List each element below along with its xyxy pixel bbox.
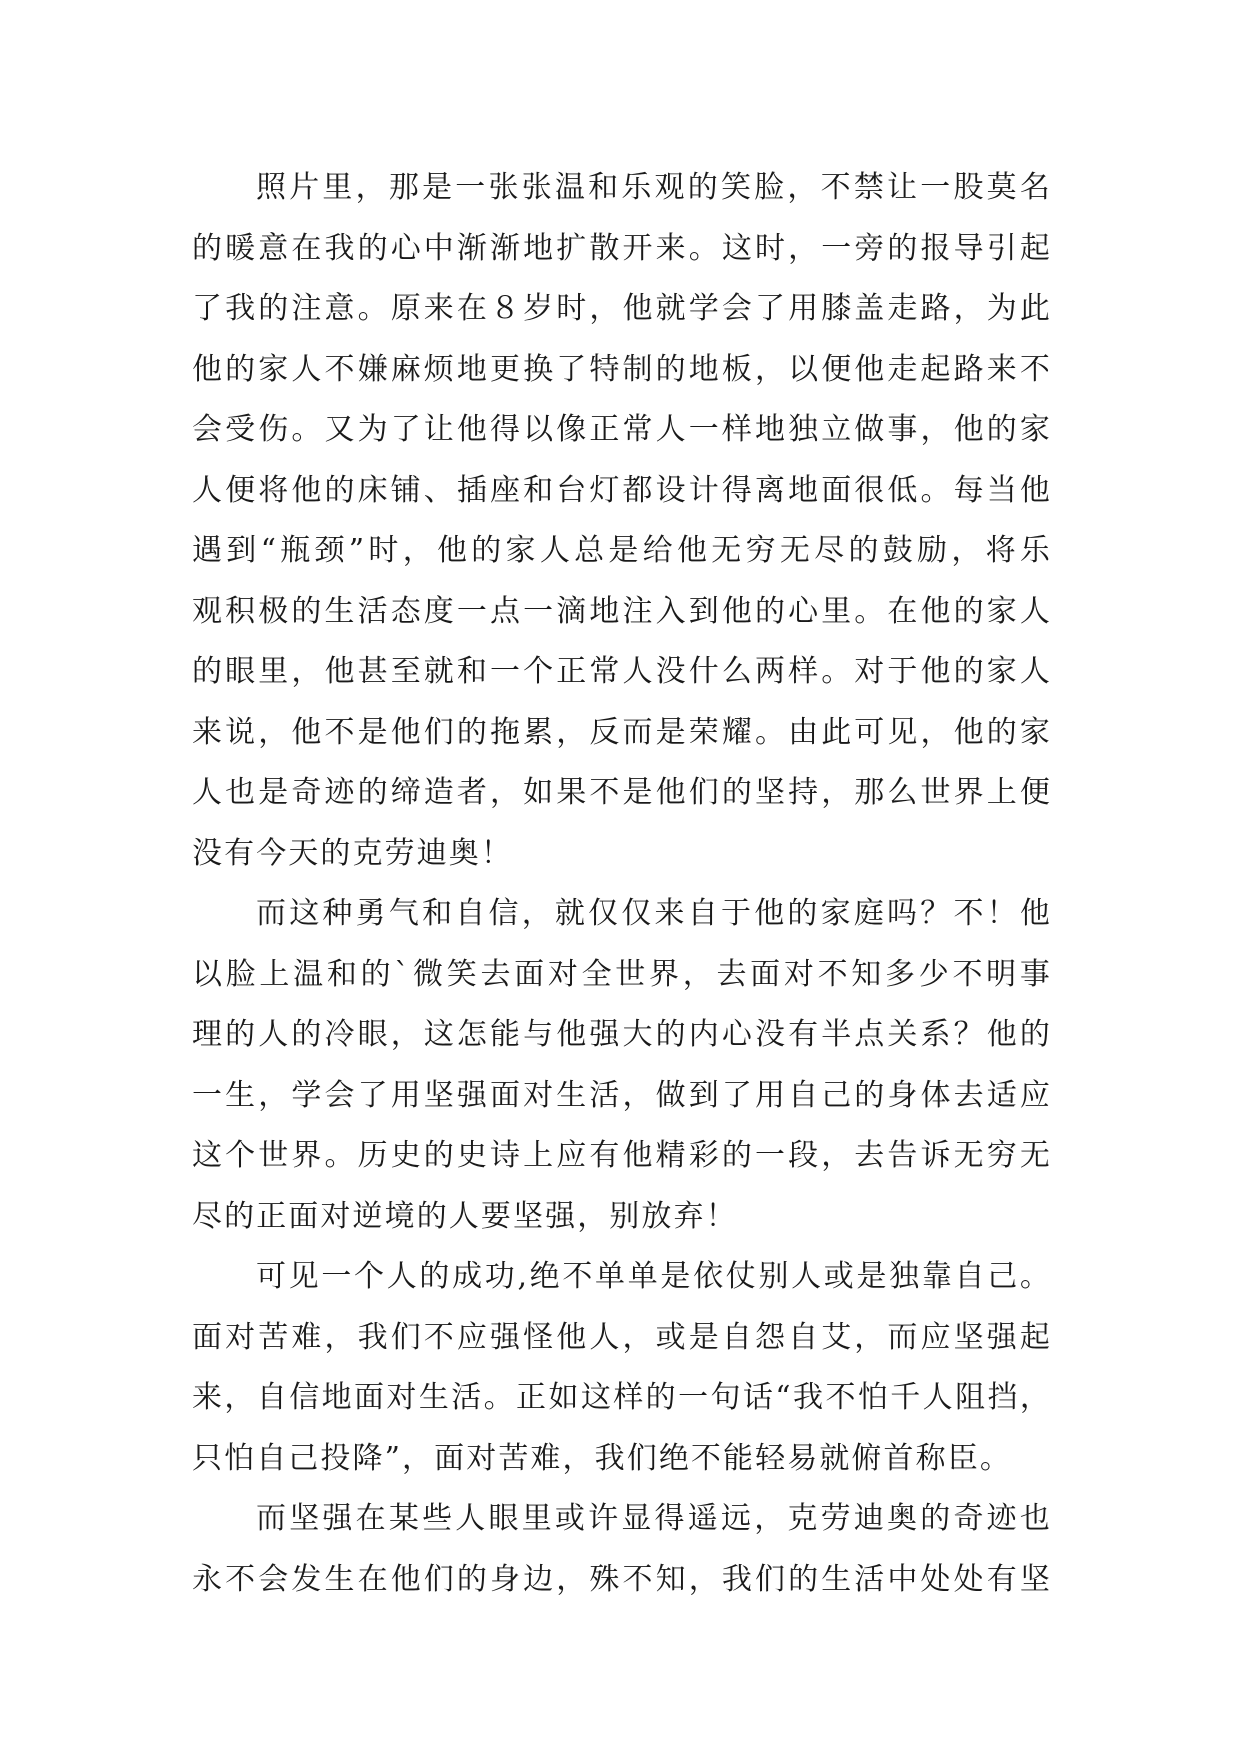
text-line: 人也是奇迹的缔造者，如果不是他们的坚持，那么世界上便 bbox=[192, 775, 1052, 810]
text-line: 会受伤。又为了让他得以像正常人一样地独立做事，他的家 bbox=[192, 412, 1052, 447]
text-line: 而这种勇气和自信，就仅仅来自于他的家庭吗？不！他 bbox=[256, 896, 1052, 931]
text-line: 只怕自己投降”，面对苦难，我们绝不能轻易就俯首称臣。 bbox=[192, 1440, 1012, 1476]
text-line: 遇到“瓶颈”时，他的家人总是给他无穷无尽的鼓励，将乐 bbox=[192, 533, 1052, 568]
paragraph-2 bbox=[192, 884, 1052, 1247]
text-line: 面对苦难，我们不应强怪他人，或是自怨自艾，而应坚强起 bbox=[192, 1319, 1052, 1355]
text-line: 以脸上温和的`微笑去面对全世界，去面对不知多少不明事 bbox=[192, 956, 1052, 992]
text-line: 来说，他不是他们的拖累，反而是荣耀。由此可见，他的家 bbox=[192, 714, 1052, 750]
text-line: 而坚强在某些人眼里或许显得遥远，克劳迪奥的奇迹也 bbox=[256, 1501, 1052, 1536]
text-line: 没有今天的克劳迪奥！ bbox=[192, 835, 513, 871]
document-body bbox=[192, 158, 1052, 1610]
paragraph-1 bbox=[192, 158, 1052, 884]
text-line: 的暖意在我的心中渐渐地扩散开来。这时，一旁的报导引起 bbox=[192, 230, 1052, 266]
text-line: 人便将他的床铺、插座和台灯都设计得离地面很低。每当他 bbox=[192, 472, 1052, 508]
text-line: 他的家人不嫌麻烦地更换了特制的地板，以便他走起路来不 bbox=[192, 351, 1052, 387]
paragraph-3 bbox=[192, 1247, 1052, 1489]
text-line: 的眼里，他甚至就和一个正常人没什么两样。对于他的家人 bbox=[192, 654, 1052, 689]
text-line: 一生，学会了用坚强面对生活，做到了用自己的身体去适应 bbox=[192, 1077, 1052, 1113]
text-line: 来，自信地面对生活。正如这样的一句话“我不怕千人阻挡， bbox=[192, 1380, 1052, 1415]
text-line: 可见一个人的成功,绝不单单是依仗别人或是独靠自己。 bbox=[256, 1259, 1052, 1294]
text-line: 尽的正面对逆境的人要坚强，别放弃！ bbox=[192, 1198, 738, 1234]
text-line: 观积极的生活态度一点一滴地注入到他的心里。在他的家人 bbox=[192, 593, 1052, 629]
text-line: 理的人的冷眼，这怎能与他强大的内心没有半点关系？他的 bbox=[192, 1017, 1052, 1052]
paragraph-4 bbox=[192, 1489, 1052, 1610]
text-line: 永不会发生在他们的身边，殊不知，我们的生活中处处有坚 bbox=[192, 1561, 1052, 1597]
text-line: 照片里，那是一张张温和乐观的笑脸，不禁让一股莫名 bbox=[256, 170, 1052, 205]
text-line: 这个世界。历史的史诗上应有他精彩的一段，去告诉无穷无 bbox=[192, 1138, 1052, 1173]
text-line: 了我的注意。原来在８岁时，他就学会了用膝盖走路，为此 bbox=[192, 291, 1052, 326]
